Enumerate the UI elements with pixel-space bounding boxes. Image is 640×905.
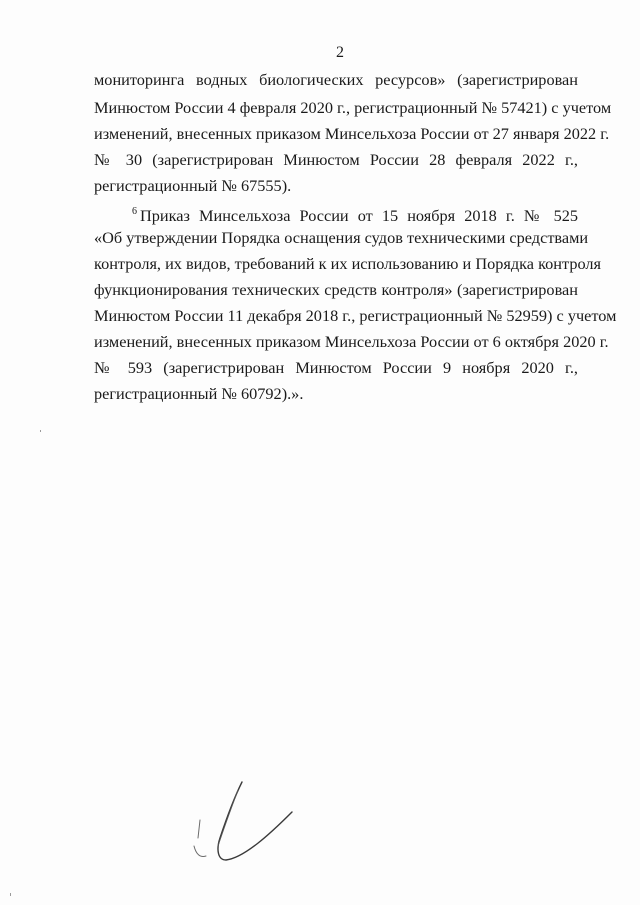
signature-stroke: [218, 790, 238, 846]
scan-mark: [10, 893, 11, 896]
scan-mark: [40, 430, 41, 432]
paragraph2-first-line: [132, 202, 578, 226]
paragraph1-line: мониторинга водных биологических ресурсов» (зарегистрирован: [94, 70, 578, 89]
footnote-marker: 6: [132, 206, 137, 217]
handwritten-signature: [188, 776, 298, 866]
paragraph2-line: регистрационный № 60792).».: [94, 384, 304, 403]
paragraph2-line: № 593 (зарегистрирован Минюстом России 9 ноября 2020 г.,: [94, 358, 578, 377]
paragraph2-line: функционирования технических средств контроля» (зарегистрирован: [94, 280, 578, 299]
paragraph2-line: изменений, внесенных приказом Минсельхоза России от 6 октября 2020 г.: [94, 332, 609, 351]
signature-stroke: [198, 820, 200, 838]
paragraph1-line: Минюстом России 4 февраля 2020 г., регистрационный № 57421) с учетом: [94, 98, 612, 117]
page-number: 2: [336, 44, 344, 61]
paragraph2-line: Минюстом России 11 декабря 2018 г., регистрационный № 52959) с учетом: [94, 306, 617, 325]
signature-stroke: [218, 782, 292, 860]
paragraph1-line: № 30 (зарегистрирован Минюстом России 28 февраля 2022 г.,: [94, 150, 578, 169]
paragraph2-line: контроля, их видов, требований к их использованию и Порядка контроля: [94, 254, 602, 273]
paragraph1-line: регистрационный № 67555).: [94, 176, 292, 195]
paragraph2-line: «Об утверждении Порядка оснащения судов техническими средствами: [94, 228, 589, 247]
paragraph1-line: изменений, внесенных приказом Минсельхоза России от 27 января 2022 г.: [94, 124, 610, 143]
paragraph2-line: Приказ Минсельхоза России от 15 ноября 2018 г. № 525: [140, 206, 578, 225]
signature-stroke: [194, 846, 206, 857]
